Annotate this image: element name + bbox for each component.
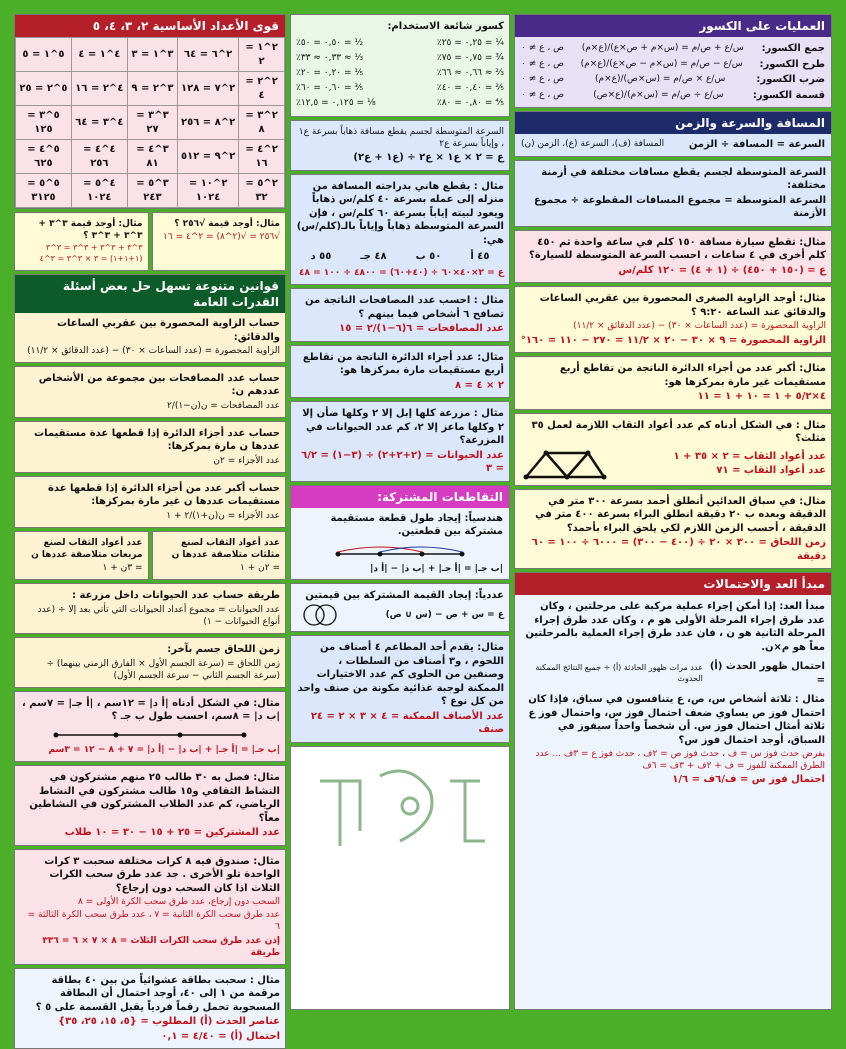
powers-cell: ٢^٤ = ١٦ — [239, 140, 285, 174]
cards-question: مثال : سحبت بطاقة عشوائياً من بين ٤٠ بطاقة مرقمة من ١ إلى ٤٠، أوجد احتمال أن البطاقة المسحوبة تحمل رقماً فردياً يقبل القسمة على ٥ ؟ — [35, 974, 280, 1013]
angle-answer-2: الزاوية المحصورة = ٩ × ٣٠ − ٢٠ × ١١/٢ = ٢٧٠ − ١١٠ = ١٦٠° — [520, 334, 826, 346]
class-answer: عدد المشتركين = ٢٥ + ١٥ − ٣٠ = ١٠ طلاب — [64, 827, 280, 839]
common-fraction-cell: ⅔ ≈ ٠,٦٦ ≈ ٦٦٪ — [436, 67, 504, 78]
matches-answers — [673, 449, 826, 479]
matches-tri-title: عدد أعواد الثقاب لصنع مثلثات متلاصقة عددها ن — [171, 538, 280, 561]
common-fraction-cell: ⅓ ≈ ٠,٣٣ ≈ ٣٣٪ — [296, 52, 364, 63]
powers-row — [16, 72, 285, 106]
counting-principle: مبدأ العد: إذا أمكن إجراء عملية مركبة على مرحلتين ، وكان عدد طرق إجراء المرحلة الأولى هو م ، وكان عدد طرق إجراء المرحلة الثانية هو ن ، فان عدد طرق إجراء العملية بالمرحلتين معاً هو م×ن. — [525, 601, 825, 653]
powers-cell: ٢^٣ = ٨ — [239, 106, 285, 140]
circle-max-law-title: حساب أكبر عدد من أجزاء الدائرة إذا قطعها عدة مستقيمات عددها ن غير مارة بمركزها: — [48, 482, 280, 508]
matches-example — [514, 413, 832, 486]
powers-cell: ٤^٣ = ٦٤ — [71, 106, 127, 140]
probability-label: احتمال ظهور الحدث (أ) = — [709, 661, 825, 686]
powers-cell: ٢^٥ = ٣٢ — [239, 174, 285, 208]
speed-title: المسافة والسرعة والزمن — [515, 112, 831, 134]
matches-laws-row — [14, 531, 286, 580]
fraction-label: ضرب الكسور: — [756, 74, 825, 86]
handshake-example — [290, 288, 510, 342]
matches-question: مثال : في الشكل أدناه كم عدد أعواد الثقاب اللازمة لعمل ٣٥ مثلث؟ — [531, 419, 826, 445]
fraction-row-mul — [521, 73, 825, 87]
avg2-formula: ع = ٢ × ع١ × ع٢ ÷ (ع١ + ع٢) — [353, 152, 504, 164]
intersections-num-formula: ع = س + ص − (س ∪ ص) — [385, 610, 504, 621]
farm-example — [290, 401, 510, 482]
powers-row — [16, 140, 285, 174]
common-fractions-section — [290, 14, 510, 117]
powers-row — [16, 38, 285, 72]
watermark-logo-area — [290, 746, 510, 1010]
handshake-law-title: حساب عدد المصافحات بين مجموعة من الأشخاص عددهم ن: — [38, 372, 280, 398]
bike-option-c: ٤٨ جـ — [360, 251, 387, 263]
cheat-sheet-page — [14, 14, 832, 1042]
handshake-law-formula: عدد المصافحات = ن(ن−١)/٢ — [166, 400, 280, 411]
power-example-2-answer: √٢٥٦ = √(٢^٨) = ٢^٤ = ١٦ — [163, 232, 280, 243]
powers-row — [16, 174, 285, 208]
bike-example — [290, 174, 510, 285]
matches-answer-1: عدد أعواد الثقاب = ٢ × ٣٥ + ١ — [673, 450, 826, 462]
fraction-formula: س/ع + ص/م = (س×م + ص×ع)/(ع×م) — [581, 43, 744, 54]
power-example-1 — [14, 212, 149, 271]
fraction-row-add — [521, 42, 825, 56]
venn-row — [296, 603, 504, 627]
watermark-logo — [300, 751, 500, 861]
matchstick-triangles-figure — [520, 447, 610, 481]
class-question: مثال: فصل به ٣٠ طالب ٢٥ منهم مشتركون في النشاط الثقافي و١٥ طالب مشتركون في النشاط الرياضي، كم عدد الطلاب المشتركون في النشاطين معاً؟ — [29, 772, 280, 824]
class-example — [14, 765, 286, 846]
matches-sq-title: عدد أعواد الثقاب لصنع مربعات متلاصقة عددها ن — [31, 538, 143, 561]
food-answer: عدد الأصناف الممكنة = ٤ × ٣ × ٢ = ٢٤ صنف — [310, 710, 504, 736]
bike-option-a: ٤٥ أ — [470, 251, 490, 263]
clock-law — [15, 313, 285, 361]
powers-cell: ٣^٥ = ٢٤٣ — [127, 174, 177, 208]
race3-answer-1: بفرض حدث فوز س = ف ، حدث فوز ص = ٢ف ، حدث فوز ع = ٣ف ... عدد الطرق الممكنة للفوز = ف + ٢ف + ٣ف = ٦ف — [535, 749, 825, 772]
matches-sq-formula: = ٣ن + ١ — [102, 563, 143, 574]
car-question: مثال: تقطع سيارة مسافة ١٥٠ كلم في ساعة واحدة ثم ٤٥٠ كلم أخرى في ٤ ساعات ، احسب السرعة المتوسطة للسيارة؟ — [529, 236, 826, 262]
avg-speed-box — [514, 160, 832, 227]
animals-law — [14, 583, 286, 634]
powers-cell: ٤^٤ = ٢٥٦ — [71, 140, 127, 174]
avg-speed-two-way-box — [290, 120, 510, 171]
intersections-body — [291, 508, 509, 579]
speed-formula-row — [515, 134, 831, 156]
powers-cell: ٥^٢ = ٢٥ — [16, 72, 72, 106]
probability-formula: عدد مرات ظهور الحادثة (أ) ÷ جميع النتائج الممكنة الحدوث — [535, 662, 703, 683]
balls-answer-3: إذن عدد طرق سحب الكرات الثلاث = ٨ × ٧ × ٦ = ٣٣٦ طريقة — [42, 935, 280, 958]
food-question: مثال: يقدم أحد المطاعم ٤ أصناف من اللحوم ، و٣ أصناف من السلطات ، وصنفين من الحلوى كم عدد الاختيارات الممكنة لوجبة غذائية مكونة من صنف واحد من كل نوع ؟ — [297, 642, 504, 708]
common-fraction-cell: ¾ = ٠,٧٥ = ٧٥٪ — [436, 52, 504, 63]
avg2-title: السرعة المتوسطة لجسم يقطع مسافة ذهاباً بسرعة ع١ ، وإياباً بسرعة ع٢ — [298, 127, 504, 150]
powers-cell: ٣^٤ = ٨١ — [127, 140, 177, 174]
common-fraction-row — [296, 52, 504, 64]
power-example-1-question: مثال: أوجد قيمة ٣^٣ + ٣^٣ + ٣^٣ ؟ — [38, 219, 143, 242]
circle-answer: ٢ × ٤ = ٨ — [454, 379, 504, 391]
powers-cell: ٤^١ = ٤ — [71, 38, 127, 72]
common-fraction-cell: ⅘ = ٠,٨٠ = ٨٠٪ — [436, 98, 504, 109]
race3-question: مثال : ثلاثة أشخاص س، ص، ع يتنافسون في سباق، فإذا كان احتمال فوز ص يساوي ضعف احتمال فوز س، واحتمال فوز ع ثلاثة أمثال احتمال فوز س. أن شخصاً واحداً سيفوز في السباق، أوجد احتمال فوز س؟ — [528, 694, 825, 746]
fractions-rows — [515, 37, 831, 107]
power-example-2-question: مثال: أوجد قيمة √٢٥٦ ؟ — [174, 219, 280, 230]
angle-question: مثال: أوجد الزاوية الصغرى المحصورة بين عقربي الساعات والدقائق عند الساعة ٩:٢٠ ؟ — [539, 293, 826, 318]
powers-cell: ٥^٥ = ٣١٢٥ — [16, 174, 72, 208]
common-fraction-cell: ⅖ = ٠,٤٠ = ٤٠٪ — [436, 82, 504, 93]
powers-cell: ٥^٤ = ٦٢٥ — [16, 140, 72, 174]
common-fraction-row — [296, 67, 504, 79]
fraction-cond: ص ، ع ≠ ٠ — [521, 43, 564, 54]
balls-question: مثال: صندوق فيه ٨ كرات مختلفة سحبت ٣ كرات الواحدة تلو الأخرى . جد عدد طرق سحب الكرات الثلاث اذا كان السحب دون إرجاع؟ — [44, 855, 280, 894]
powers-cell: ٢^٩ = ٥١٢ — [178, 140, 239, 174]
counting-section — [514, 572, 832, 1010]
cards-answer-2: احتمال (أ) = ٤/٤٠ = ٠,١ — [161, 1030, 280, 1042]
bike-answer: ع = ٢×٤٠×٦٠ ÷ (٤٠+٦٠) = ٤٨٠٠ ÷ ١٠٠ = ٤٨ — [298, 267, 504, 278]
farm-question: مثال : مزرعة كلها إبل إلا ٢ وكلها ضأن إلا ٢ وكلها ماعز إلا ٢، كم عدد الحيوانات في المزرعة؟ — [302, 408, 504, 447]
powers-cell: ٤^٥ = ١٠٢٤ — [71, 174, 127, 208]
powers-table-body — [16, 38, 285, 208]
speed-formula: السرعة = المسافة ÷ الزمن — [688, 139, 825, 151]
fraction-cond: ص ، ع ≠ ٠ — [521, 58, 564, 69]
circle-max-law — [14, 476, 286, 528]
powers-table — [15, 37, 285, 208]
angle-example — [514, 286, 832, 353]
powers-cell: ٣^٢ = ٩ — [127, 72, 177, 106]
handshake-question: مثال : احسب عدد المصافحات الناتجة من تصافح ٦ أشخاص فيما بينهم ؟ — [304, 295, 504, 320]
speed-section — [514, 111, 832, 157]
fraction-cond: ص ، ع ≠ ٠ — [521, 74, 564, 85]
matches-tri-formula: = ٢ن + ١ — [240, 563, 280, 574]
circle-example — [290, 345, 510, 399]
column-right — [514, 14, 832, 1010]
powers-cell: ٣^١ = ٣ — [127, 38, 177, 72]
intersections-section — [290, 485, 510, 580]
fraction-formula: س/ع × ص/م = (س×ص)/(ع×م) — [595, 74, 726, 85]
circle-max-question: مثال: أكبر عدد من أجزاء الدائرة الناتجة من تقاطع أربع مستقيمات غير مارة بمركزها هو: — [559, 363, 826, 388]
animals-law-title: طريقة حساب عدد الحيوانات داخل مزرعة : — [72, 590, 280, 602]
common-fraction-cell: ¼ = ٠,٢٥ = ٢٥٪ — [436, 37, 504, 48]
bike-option-d: ٥٥ د — [310, 251, 332, 263]
bike-question: مثال : يقطع هاني بدراجته المسافة من منزله إلى عمله بسرعة ٤٠ كلم/س ذهاباً ويعود لبيته إياباً بسرعة ٦٠ كلم/س ، فإن السرعة المتوسطة ذهاباً وإياباً بالـ(كلم/س) هي: — [296, 180, 504, 246]
powers-cell: ٢^٨ = ٢٥٦ — [178, 106, 239, 140]
race-question: مثال: في سباق العدائين أنطلق أحمد بسرعة ٣٠٠ متر في الدقيقة وبعده ب ٢٠ دقيقة انطلق البراء بسرعة ٤٠٠ متر في الدقيقة ، أحسب الزمن اللازم لكي يلحق البراء بأحمد؟ — [535, 495, 826, 534]
fraction-label: طرح الكسور: — [759, 58, 825, 70]
fraction-cond: ص ، ع ≠ ٠ — [521, 89, 564, 100]
cards-example — [14, 968, 286, 1049]
fraction-row-sub — [521, 58, 825, 72]
powers-cell: ٢^١٠ = ١٠٢٤ — [178, 174, 239, 208]
avg-speed-formula: السرعة المتوسطة = مجموع المسافات المقطوعة ÷ مجموع الأزمنة — [533, 194, 826, 220]
circle-max-answer: ٤×٥/٢ + ١ = ١٠ + ١ = ١١ — [697, 391, 826, 403]
intersections-num-title: عددياً: إيجاد القيمة المشتركة بين قيمتين — [305, 589, 504, 601]
race3-answer-2: احتمال فوز س = ف/٦ف = ١/٦ — [672, 774, 825, 786]
common-fraction-cell: ⅛ = ٠,١٢٥ = ١٢,٥٪ — [296, 98, 376, 109]
powers-cell: ٥^١ = ٥ — [16, 38, 72, 72]
clock-law-title: حساب الزاوية المحصورة بين عقربي الساعات والدقائق: — [56, 318, 280, 343]
power-example-1-answer: ٣^٣ + ٣^٣ + ٣^٣ = ٣^٣ (١+١+١) = ٣ × ٣^٣ = ٣^٤ — [39, 243, 143, 264]
intersections-title: التقاطعات المشتركة: — [291, 486, 509, 508]
fractions-section — [514, 14, 832, 108]
line-segment-figure — [50, 727, 250, 743]
common-fraction-cell: ⅗ = ٠,٦٠ = ٦٠٪ — [296, 82, 364, 93]
common-fraction-cell: ⅕ = ٠,٢٠ = ٢٠٪ — [296, 67, 364, 78]
powers-cell: ٢^٦ = ٦٤ — [178, 38, 239, 72]
fraction-formula: س/ع ÷ ص/م = (س×م)/(ع×ص) — [593, 89, 724, 100]
power-examples-row — [14, 212, 286, 271]
common-fraction-row — [296, 97, 504, 109]
cards-answer-1: عناصر الحدث (أ) المطلوب = {٥، ١٥، ٢٥، ٣٥} — [57, 1016, 280, 1028]
bike-option-b: ٥٠ ب — [415, 251, 442, 263]
column-left — [14, 14, 286, 1042]
probability-def — [521, 660, 825, 687]
common-fractions-grid — [296, 37, 504, 110]
circle-law — [14, 421, 286, 473]
powers-row — [16, 106, 285, 140]
common-fractions-title: كسور شائعة الاستخدام: — [387, 21, 504, 32]
powers-cell: ٢^٧ = ١٢٨ — [178, 72, 239, 106]
circle-law-title: حساب عدد أجزاء الدائرة إذا قطعها عدة مستقيمات عددها ن مارة بمركزها: — [34, 427, 280, 453]
powers-cell: ٢^١ = ٢ — [239, 38, 285, 72]
balls-answer-2: عدد طرق سحب الكرة الثانية = ٧ ، عدد طرق سحب الكرة الثالثة = ٦ — [27, 910, 280, 933]
laws-title: قوانين متنوعة تسهل حل بعض أسئلة القدرات العامة — [15, 275, 285, 313]
animals-law-formula: عدد الحيوانات = مجموع أعداد الحيوانات التي تأتي بعد إلا ÷ (عدد أنواع الحيوانات − ١) — [37, 604, 280, 628]
farm-answer: عدد الحيوانات = (٢+٢+٢) ÷ (٣−١) = ٦/٢ = ٣ — [301, 449, 504, 475]
powers-title: قوى الأعداد الأساسية ٢، ٣، ٤، ٥ — [15, 15, 285, 37]
powers-cell: ٢^٢ = ٤ — [239, 72, 285, 106]
powers-section — [14, 14, 286, 209]
matches-answer-2: عدد أعواد الثقاب = ٧١ — [716, 465, 826, 477]
food-example — [290, 635, 510, 743]
line-question: مثال: في الشكل أدناه |أ د| = ١٢سم ، |أ جـ| = ٧سم ، |ب د| = ٨سم، احسب طول ب جـ ؟ — [22, 697, 280, 723]
fraction-label: جمع الكسور: — [761, 43, 825, 55]
car-answer: ع = (١٥٠ + ٤٥٠) ÷ (١ + ٤) = ١٢٠ كلم/س — [618, 264, 826, 276]
common-fraction-row — [296, 37, 504, 49]
matches-squares-law — [14, 531, 149, 580]
counting-title: مبدأ العد والاحتمالات — [515, 573, 831, 595]
fraction-label: قسمة الكسور: — [752, 89, 825, 101]
intersections-geo-title: هندسياً: إيجاد طول قطعة مستقيمة مشتركة بين قطعتين. — [330, 512, 503, 538]
circle-question: مثال: عدد أجزاء الدائرة الناتجة من تقاطع أربع مستقيمات مارة بمركزها هو: — [302, 351, 504, 377]
race-example — [514, 489, 832, 570]
powers-cell: ٣^٣ = ٢٧ — [127, 106, 177, 140]
car-example — [514, 230, 832, 284]
laws-section — [14, 274, 286, 363]
speed-legend: المسافة (ف)، السرعة (ع)، الزمن (ن) — [521, 139, 665, 150]
clock-law-formula: الزاوية المحصورة = (عدد الساعات × ٣٠) − (عدد الدقائق × ١١/٢) — [27, 346, 280, 357]
catchup-law — [14, 637, 286, 688]
angle-answer-1: الزاوية المحصورة = (عدد الساعات × ٣٠) − (عدد الدقائق × ١١/٢) — [573, 321, 826, 332]
fraction-row-div — [521, 89, 825, 103]
race-answer: زمن اللحاق = ٣٠٠ × ٢٠ ÷ (٤٠٠ − ٣٠٠) = ٦٠٠٠ ÷ ١٠٠ = ٦٠ دقيقة — [531, 537, 826, 562]
powers-cell: ٤^٢ = ١٦ — [71, 72, 127, 106]
circle-max-example — [514, 356, 832, 410]
matches-triangles-law — [152, 531, 287, 580]
venn-diagram-icon — [296, 603, 344, 627]
matches-body — [520, 447, 826, 481]
handshake-answer: عدد المصافحات = ٦(٦−١)/٢ = ١٥ — [339, 323, 504, 335]
fraction-formula: س/ع − ص/م = (س×م − ص×ع)/(ع×م) — [580, 58, 743, 69]
circle-law-formula: عدد الأجزاء = ٢ن — [213, 455, 280, 466]
balls-answer-1: السحب دون إرجاع، عدد طرق سحب الكرة الأولى = ٨ — [78, 897, 280, 908]
line-answer: |ب جـ| = |أ جـ| + |ب د| − |أ د| = ٧ + ٨ − ١٢ = ٣سم — [48, 744, 280, 755]
catchup-law-formula: زمن اللحاق = (سرعة الجسم الأول × الفارق الزمني بينهما) ÷ (سرعة الجسم الثاني − سرعة الجسم الأول) — [46, 658, 280, 681]
circle-max-law-formula: عدد الأجزاء = ن(ن+١)/٢ + ١ — [166, 510, 280, 521]
powers-cell: ٥^٣ = ١٢٥ — [16, 106, 72, 140]
common-fraction-cell: ½ = ٠,٥٠ = ٥٠٪ — [296, 37, 364, 48]
intersections-number-box — [290, 583, 510, 633]
power-example-2 — [152, 212, 287, 271]
segment-figure — [330, 542, 470, 562]
catchup-law-title: زمن اللحاق جسم بآخر: — [167, 644, 280, 656]
avg-speed-title: السرعة المتوسطة لجسم يقطع مسافات مختلفة في أزمنة مختلفة: — [541, 166, 826, 192]
handshake-law — [14, 366, 286, 418]
line-example — [14, 691, 286, 762]
common-fraction-row — [296, 82, 504, 94]
balls-example — [14, 849, 286, 965]
column-middle — [290, 14, 510, 1010]
bike-options — [296, 250, 504, 264]
counting-body — [515, 595, 831, 792]
intersections-geo-formula: |ب جـ| = |أ جـ| + |ب د| − |أ د| — [370, 563, 503, 574]
fractions-title: العمليات على الكسور — [515, 15, 831, 37]
